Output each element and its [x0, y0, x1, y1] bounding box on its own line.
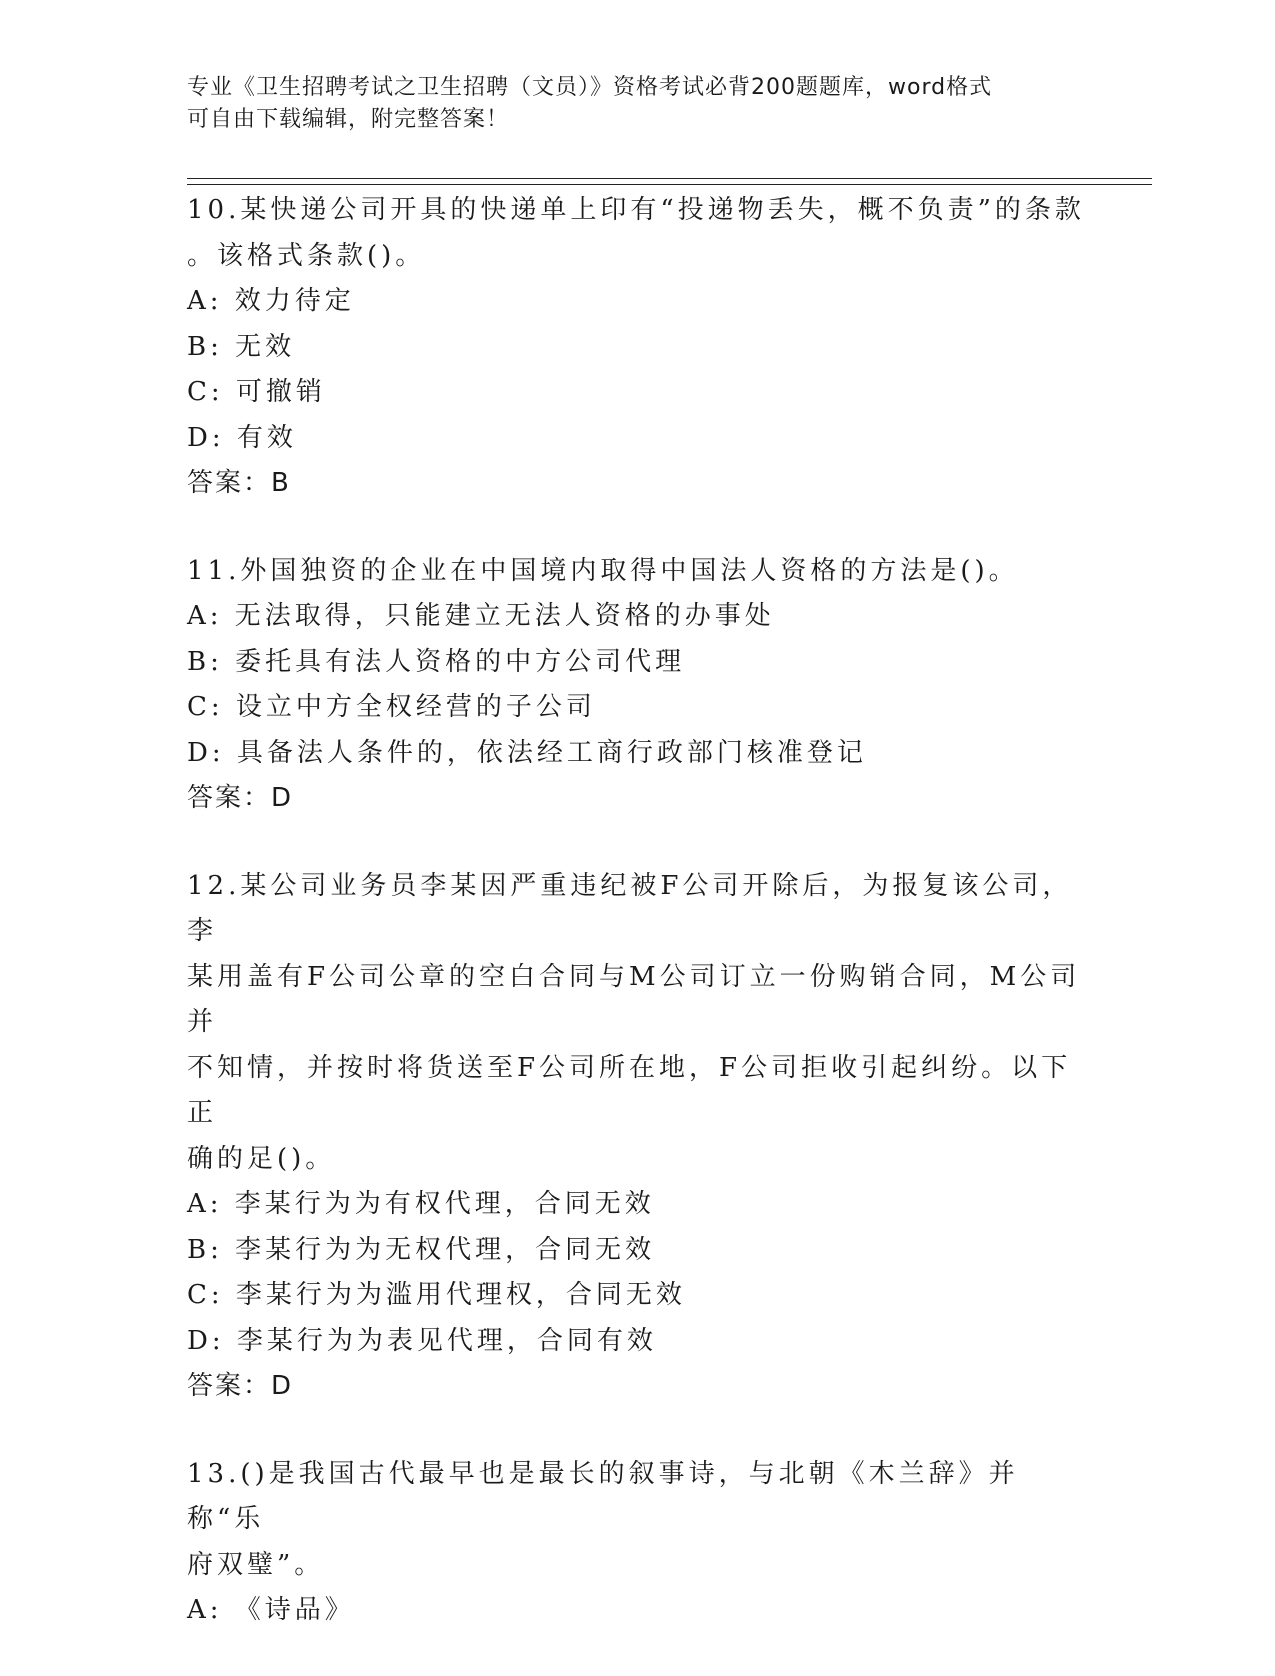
question-stem-line: 11.外国独资的企业在中国境内取得中国法人资格的方法是()。	[187, 555, 1019, 586]
document-header	[187, 72, 1087, 136]
header-line-1: 专业《卫生招聘考试之卫生招聘（文员）》资格考试必背200题题库，word格式	[187, 75, 993, 100]
option-d: D: 李某行为为表见代理，合同有效	[187, 1325, 657, 1356]
question-stem-line: 10.某快递公司开具的快递单上印有“投递物丢失，概不负责”的条款	[187, 195, 1085, 225]
option-a: A: 无法取得，只能建立无法人资格的办事处	[187, 601, 775, 631]
question-stem-line: 某用盖有F公司公章的空白合同与M公司订立一份购销合同，M公司并	[187, 961, 1081, 1037]
option-c: C: 李某行为为滥用代理权，合同无效	[187, 1280, 686, 1310]
option-b: B: 李某行为为无权代理，合同无效	[187, 1234, 656, 1265]
option-b: B: 无效	[187, 331, 296, 362]
question-stem-line: 。该格式条款()。	[187, 240, 426, 271]
question-stem-line: 不知情，并按时将货送至F公司所在地，F公司拒收引起纠纷。以下正	[187, 1052, 1072, 1128]
question-stem-line: 确的足()。	[187, 1143, 336, 1174]
header-rule-bottom	[187, 184, 1152, 185]
option-d: D: 具备法人条件的，依法经工商行政部门核准登记	[187, 737, 867, 768]
question-11	[187, 549, 1087, 822]
option-c: C: 设立中方全权经营的子公司	[187, 692, 596, 722]
answer: 答案：D	[187, 1371, 294, 1401]
answer: 答案：D	[187, 783, 294, 813]
question-list	[187, 188, 1087, 1676]
answer: 答案：B	[187, 468, 291, 498]
option-a: A: 《诗品》	[187, 1595, 355, 1625]
option-b: B: 委托具有法人资格的中方公司代理	[187, 646, 686, 677]
question-13	[187, 1452, 1087, 1634]
header-rule-top	[187, 178, 1152, 179]
question-10	[187, 188, 1087, 507]
option-a: A: 效力待定	[187, 286, 355, 316]
question-12	[187, 864, 1087, 1410]
option-a: A: 李某行为为有权代理，合同无效	[187, 1189, 655, 1219]
question-stem-line: 府双璧”。	[187, 1549, 325, 1580]
question-stem-line: 12.某公司业务员李某因严重违纪被F公司开除后，为报复该公司，李	[187, 870, 1073, 946]
question-stem-line: 13.()是我国古代最早也是最长的叙事诗，与北朝《木兰辞》并称“乐	[187, 1458, 1019, 1534]
option-d: D: 有效	[187, 422, 297, 453]
header-line-2: 可自由下载编辑，附完整答案！	[187, 107, 510, 132]
option-c: C: 可撤销	[187, 377, 326, 407]
